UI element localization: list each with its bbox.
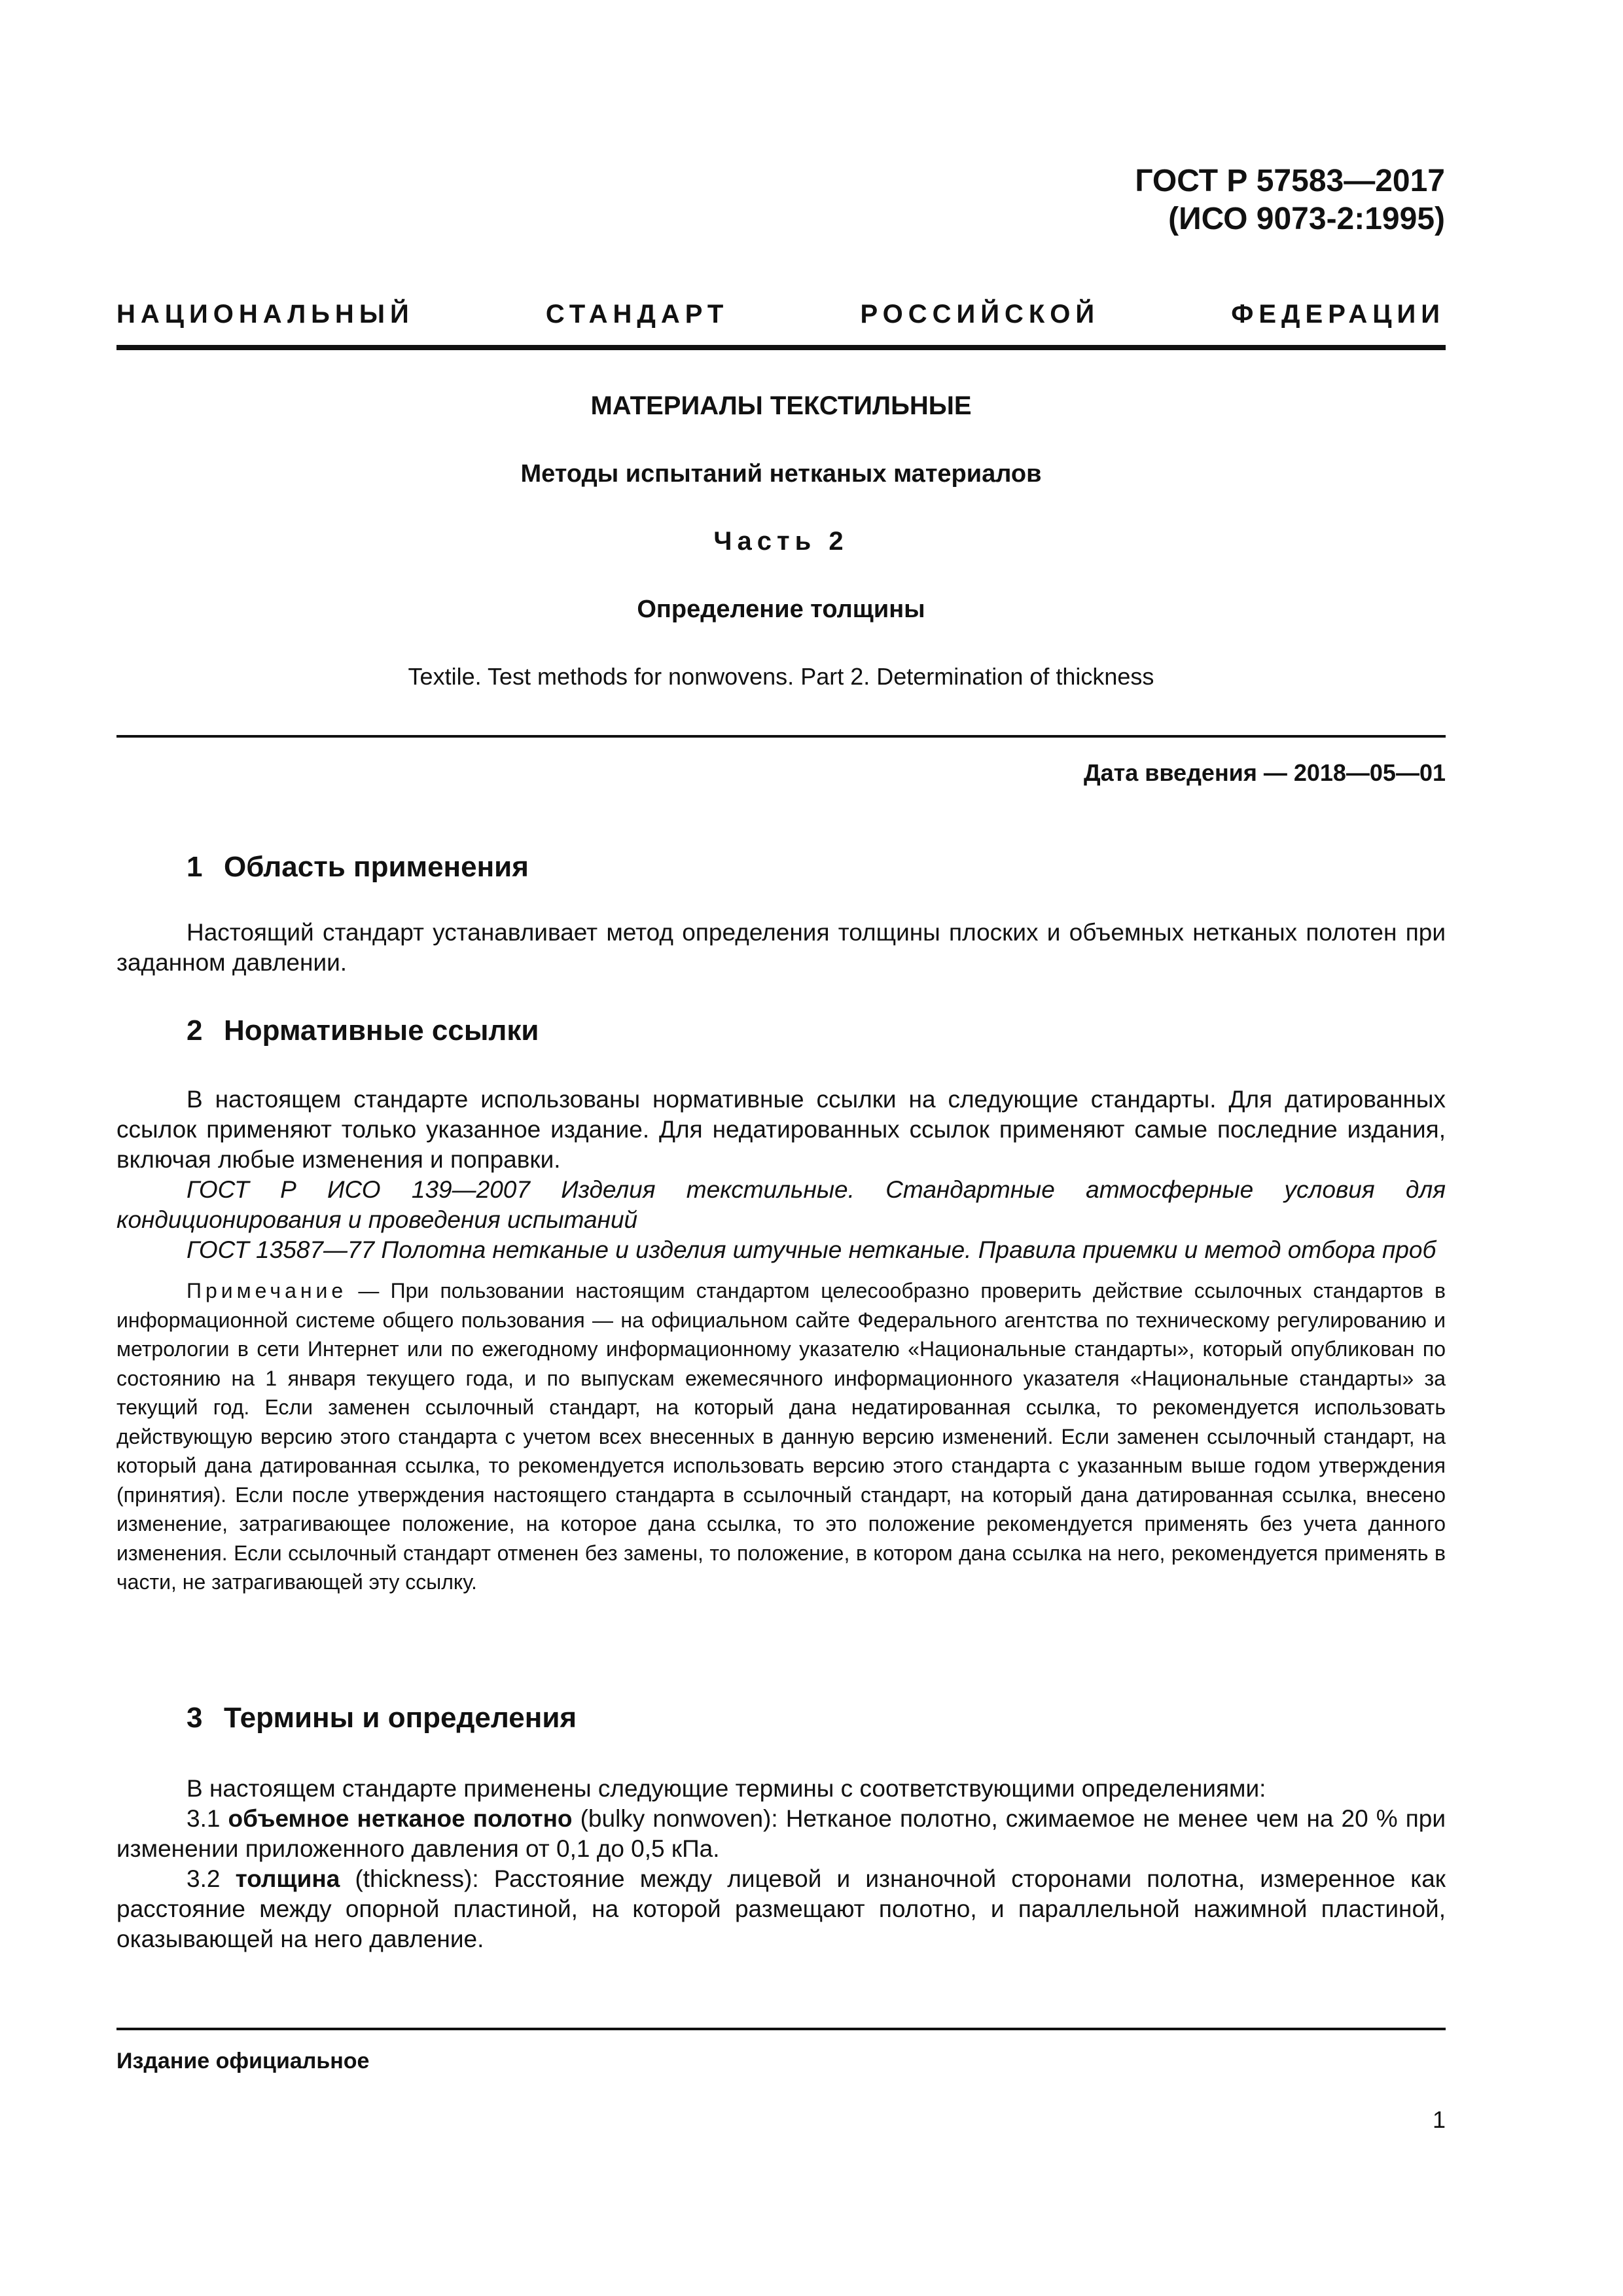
term-3-1 [116,1804,1446,1864]
banner-word-2: СТАНДАРТ [545,300,729,329]
section-1-title: Область применения [224,851,529,883]
section-2-heading [187,1014,539,1047]
section-2-title: Нормативные ссылки [224,1014,539,1047]
gost-number: ГОСТ Р 57583—2017 [1135,164,1445,198]
banner-word-1: НАЦИОНАЛЬНЫЙ [116,300,414,329]
footer-rule [116,2028,1446,2030]
title-main: МАТЕРИАЛЫ ТЕКСТИЛЬНЫЕ [590,391,972,420]
term-3-2 [116,1864,1446,1954]
section-2-body [116,1085,1446,1597]
banner-rule [116,345,1446,350]
title-part-name: Определение толщины [637,596,925,623]
term-3-2-english: (thickness): [355,1865,479,1892]
section-3-body [116,1774,1446,1954]
section-1-heading [187,851,529,884]
note-text: — При пользовании настоящим стандартом целесообразно проверить действие ссылочных стандартов в информационной системе общего пользования — на официальном сайте Федерального агентства по техническому регулированию и метрологии в сети Интернет или по ежегодному информационному указателю «Национальные стандарты», который опубликован по состоянию на 1 января текущего года, и по выпускам ежемесячного информационного указателя «Национальные стандарты» за текущий год. Если заменен ссылочный стандарт, на который дана недатированная ссылка, то рекомендуется использовать действующую версию этого стандарта с учетом всех внесенных в данную версию изменений. Если заменен ссылочный стандарт, на который дана датированная ссылка, то рекомендуется использовать версию этого стандарта с указанным выше годом утверждения (принятия). Если после утверждения настоящего стандарта в ссылочный стандарт, на который дана датированная ссылка, внесено изменение, затрагивающее положение, на которое дана ссылка, то это положение рекомендуется применять без учета данного изменения. Если ссылочный стандарт отменен без замены, то положение, в котором дана ссылка на него, рекомендуется применять в части, не затрагивающей эту ссылку. [116,1279,1446,1594]
normative-ref-2: ГОСТ 13587—77 Полотна нетканые и изделия штучные нетканые. Правила приемки и метод отбора проб [187,1236,1436,1263]
section-1-number: 1 [187,851,203,883]
document-designation [856,162,1445,238]
reference-note [116,1276,1446,1597]
title-english: Textile. Test methods for nonwovens. Part 2. Determination of thickness [408,663,1154,690]
section-3-number: 3 [187,1702,203,1734]
term-3-1-definition: Нетканое полотно, сжимаемое не менее чем на 20 % при изменении приложенного давления от 0,1 до 0,5 кПа. [116,1805,1446,1862]
iso-reference: (ИСО 9073-2:1995) [1168,202,1445,236]
term-3-1-number: 3.1 [187,1805,221,1832]
section-2-number: 2 [187,1014,203,1047]
section-3-title: Термины и определения [224,1702,577,1734]
banner-word-3: РОССИЙСКОЙ [860,300,1100,329]
term-3-1-english: (bulky nonwoven): [580,1805,778,1832]
term-3-1-name: объемное нетканое полотно [228,1805,573,1832]
national-standard-banner [116,300,1445,329]
banner-word-4: ФЕДЕРАЦИИ [1231,300,1445,329]
term-3-2-number: 3.2 [187,1865,221,1892]
page-number: 1 [1432,2106,1446,2133]
section-3-intro: В настоящем стандарте применены следующие термины с соответствующими определениями: [187,1775,1266,1802]
normative-ref-1: ГОСТ Р ИСО 139—2007 Изделия текстильные. Стандартные атмосферные условия для кондиционирования и проведения испытаний [116,1176,1446,1233]
introduction-date: Дата введения — 2018—05—01 [1083,759,1446,786]
note-label: Примечание [187,1279,348,1302]
title-rule [116,735,1446,738]
official-edition: Издание официальное [116,2049,370,2073]
term-3-2-name: толщина [235,1865,340,1892]
section-1-text: Настоящий стандарт устанавливает метод определения толщины плоских и объемных нетканых полотен при заданном давлении. [116,919,1446,976]
title-subtitle: Методы испытаний нетканых материалов [520,460,1042,488]
title-part: Часть 2 [713,527,849,556]
term-3-2-definition: Расстояние между лицевой и изнаночной сторонами полотна, измеренное как расстояние между опорной пластиной, на которой размещают полотно, и параллельной нажимной пластиной, оказывающей на него давление. [116,1865,1446,1952]
section-3-heading [187,1702,577,1734]
section-2-text: В настоящем стандарте использованы нормативные ссылки на следующие стандарты. Для датированных ссылок применяют только указанное издание. Для недатированных ссылок применяют самые последние издания, включая любые изменения и поправки. [116,1086,1446,1173]
